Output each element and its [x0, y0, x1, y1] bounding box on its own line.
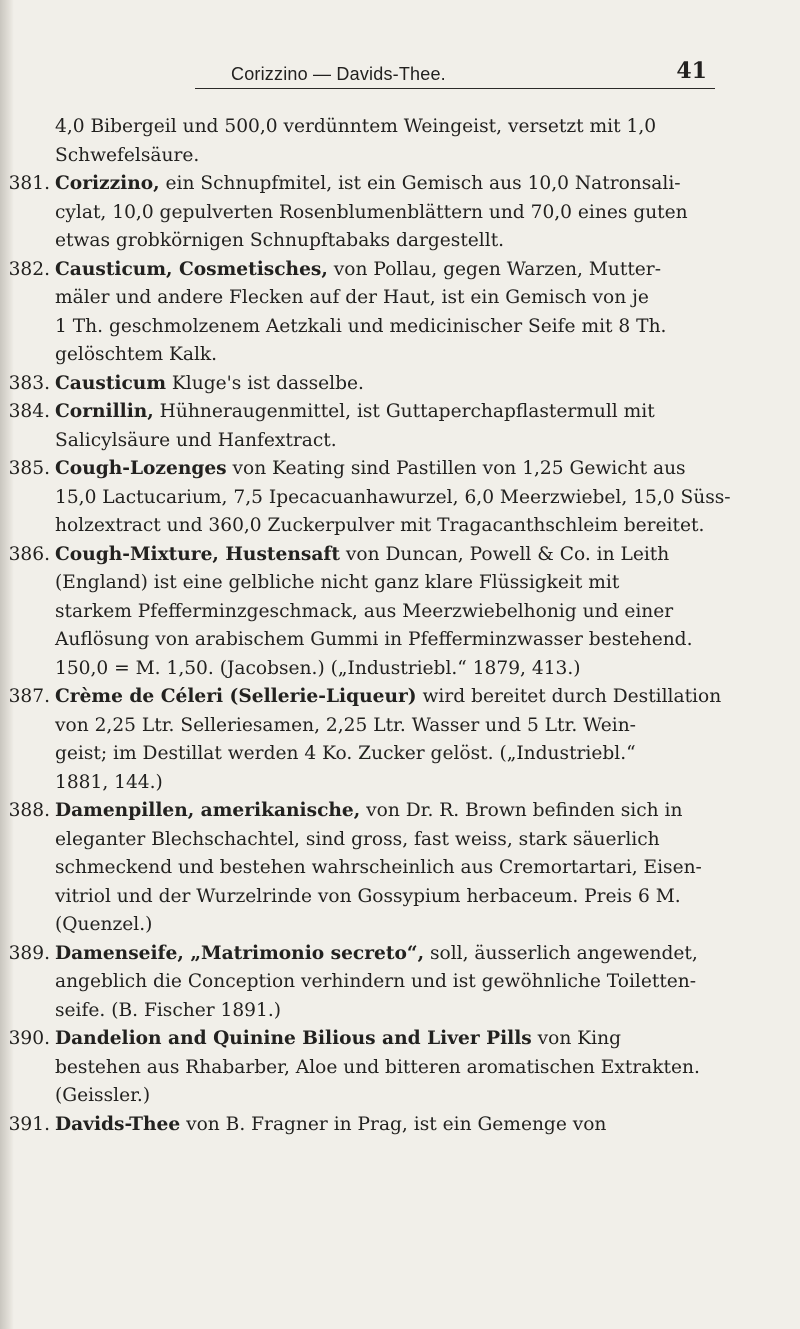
- entry-line: [0, 655, 800, 684]
- entry-line: [0, 512, 800, 541]
- entry-text: etwas grobkörnigen Schnupftabaks dargestellt.: [55, 230, 505, 251]
- entry-text: Damenseife, „Matrimonio secreto“, soll, äusserlich angewendet,: [55, 942, 698, 964]
- entry-line: [0, 1054, 800, 1083]
- entry-headword: Corizzino,: [55, 173, 160, 194]
- entry-number: 388.: [8, 800, 50, 821]
- entry-text: starkem Pfefferminzgeschmack, aus Meerzwiebelhonig und einer: [55, 600, 674, 622]
- entry-headword: Damenpillen, amerikanische,: [55, 800, 361, 821]
- entry-number: 384.: [8, 401, 50, 422]
- entry-line: [0, 826, 800, 855]
- entry-text: von 2,25 Ltr. Selleriesamen, 2,25 Ltr. Wasser und 5 Ltr. Wein-: [55, 714, 636, 736]
- entry-text: Cornillin, Hühneraugenmittel, ist Guttaperchapflastermull mit: [55, 401, 655, 422]
- entry-line: [0, 683, 800, 712]
- entry-headword: Crème de Céleri (Sellerie-Liqueur): [55, 686, 417, 707]
- entry-line: [0, 968, 800, 997]
- entry-text: gelöschtem Kalk.: [55, 344, 218, 365]
- entry-line: [0, 1025, 800, 1054]
- entry-text: Schwefelsäure.: [55, 144, 200, 166]
- entry-text: 15,0 Lactucarium, 7,5 Ipecacuanhawurzel, 6,0 Meerzwiebel, 15,0 Süss-: [55, 486, 731, 508]
- entry-line: [0, 1082, 800, 1111]
- entry-line: [0, 598, 800, 627]
- entry-line: [0, 370, 800, 399]
- entry-headword: Causticum: [55, 372, 166, 394]
- entry-text: 150,0 = M. 1,50. (Jacobsen.) („Industriebl.“ 1879, 413.): [55, 657, 581, 679]
- entry-line: [0, 1111, 800, 1140]
- entry-line: [0, 769, 800, 798]
- running-title: Corizzino — Davids-Thee.: [231, 64, 446, 84]
- entry-text: geist; im Destillat werden 4 Ko. Zucker gelöst. („Industriebl.“: [55, 743, 636, 764]
- document-body: [0, 113, 800, 1139]
- entry-text: Crème de Céleri (Sellerie-Liqueur) wird bereitet durch Destillation: [55, 686, 722, 707]
- entry-line: [0, 427, 800, 456]
- entry-text: angeblich die Conception verhindern und ist gewöhnliche Toiletten-: [55, 971, 697, 992]
- entry-text: eleganter Blechschachtel, sind gross, fast weiss, stark säuerlich: [55, 828, 660, 850]
- entry-line: [0, 484, 800, 513]
- entry-headword: Causticum, Cosmetisches,: [55, 258, 328, 280]
- entry-headword: Cough-Lozenges: [55, 458, 227, 479]
- entry-line: [0, 398, 800, 427]
- entry-line: [0, 284, 800, 313]
- entry-text: mäler und andere Flecken auf der Haut, ist ein Gemisch von je: [55, 287, 649, 308]
- entry-line: [0, 997, 800, 1026]
- entry-text: Cough-Mixture, Hustensaft von Duncan, Powell & Co. in Leith: [55, 543, 670, 565]
- entry-text: Cough-Lozenges von Keating sind Pastillen von 1,25 Gewicht aus: [55, 458, 686, 479]
- entry-text: 1881, 144.): [55, 771, 163, 793]
- entry-text: cylat, 10,0 gepulverten Rosenblumenblättern und 70,0 eines guten: [55, 201, 688, 223]
- entry-text: seife. (B. Fischer 1891.): [55, 999, 282, 1021]
- entry-line: [0, 940, 800, 969]
- entry-line: [0, 199, 800, 228]
- entry-line: [0, 797, 800, 826]
- page-header: [195, 56, 715, 89]
- entry-text: bestehen aus Rhabarber, Aloe und bitteren aromatischen Extrakten.: [55, 1056, 700, 1078]
- entry-text: Causticum Kluge's ist dasselbe.: [55, 372, 364, 394]
- entry-line: [0, 626, 800, 655]
- entry-line: [0, 170, 800, 199]
- entry-line: [0, 341, 800, 370]
- entry-number: 381.: [8, 173, 50, 194]
- entry-text: Causticum, Cosmetisches, von Pollau, gegen Warzen, Mutter-: [55, 258, 661, 280]
- entry-line: [0, 854, 800, 883]
- entry-line: [0, 142, 800, 171]
- entry-text: Corizzino, ein Schnupfmitel, ist ein Gemisch aus 10,0 Natronsali-: [55, 173, 681, 194]
- entry-line: [0, 712, 800, 741]
- entry-headword: Cornillin,: [55, 401, 154, 422]
- entry-line: [0, 256, 800, 285]
- entry-text: (England) ist eine gelbliche nicht ganz klare Flüssigkeit mit: [55, 572, 620, 593]
- entry-headword: Davids-Thee: [55, 1113, 181, 1135]
- entry-line: [0, 569, 800, 598]
- entry-line: [0, 455, 800, 484]
- entry-number: 383.: [8, 372, 50, 394]
- entry-number: 390.: [8, 1028, 50, 1049]
- entry-line: [0, 313, 800, 342]
- entry-headword: Cough-Mixture, Hustensaft: [55, 543, 340, 565]
- entry-text: schmeckend und bestehen wahrscheinlich aus Cremortartari, Eisen-: [55, 857, 702, 878]
- entry-number: 391.: [8, 1113, 50, 1135]
- entry-text: Dandelion and Quinine Bilious and Liver Pills von King: [55, 1028, 621, 1049]
- entry-number: 385.: [8, 458, 50, 479]
- entry-line: [0, 113, 800, 142]
- entry-number: 386.: [8, 543, 50, 565]
- entry-line: [0, 227, 800, 256]
- entry-text: Damenpillen, amerikanische, von Dr. R. Brown befinden sich in: [55, 800, 683, 821]
- entry-number: 387.: [8, 686, 50, 707]
- entry-text: (Geissler.): [55, 1085, 151, 1106]
- entry-text: Salicylsäure und Hanfextract.: [55, 429, 337, 451]
- entry-line: [0, 740, 800, 769]
- page-number: 41: [676, 58, 707, 84]
- entry-number: 389.: [8, 942, 50, 964]
- entry-headword: Damenseife, „Matrimonio secreto“,: [55, 942, 425, 964]
- entry-line: [0, 883, 800, 912]
- entry-text: vitriol und der Wurzelrinde von Gossypium herbaceum. Preis 6 M.: [55, 885, 681, 907]
- entry-headword: Dandelion and Quinine Bilious and Liver Pills: [55, 1028, 532, 1049]
- entry-text: Auflösung von arabischem Gummi in Pfefferminzwasser bestehend.: [55, 629, 693, 650]
- entry-text: 1 Th. geschmolzenem Aetzkali und medicinischer Seife mit 8 Th.: [55, 315, 667, 337]
- entry-number: 382.: [8, 258, 50, 280]
- entry-text: Davids-Thee von B. Fragner in Prag, ist ein Gemenge von: [55, 1113, 607, 1135]
- entry-text: 4,0 Bibergeil und 500,0 verdünntem Weingeist, versetzt mit 1,0: [55, 116, 657, 137]
- entry-text: holzextract und 360,0 Zuckerpulver mit Tragacanthschleim bereitet.: [55, 515, 705, 536]
- entry-line: [0, 541, 800, 570]
- entry-text: (Quenzel.): [55, 914, 153, 935]
- entry-line: [0, 911, 800, 940]
